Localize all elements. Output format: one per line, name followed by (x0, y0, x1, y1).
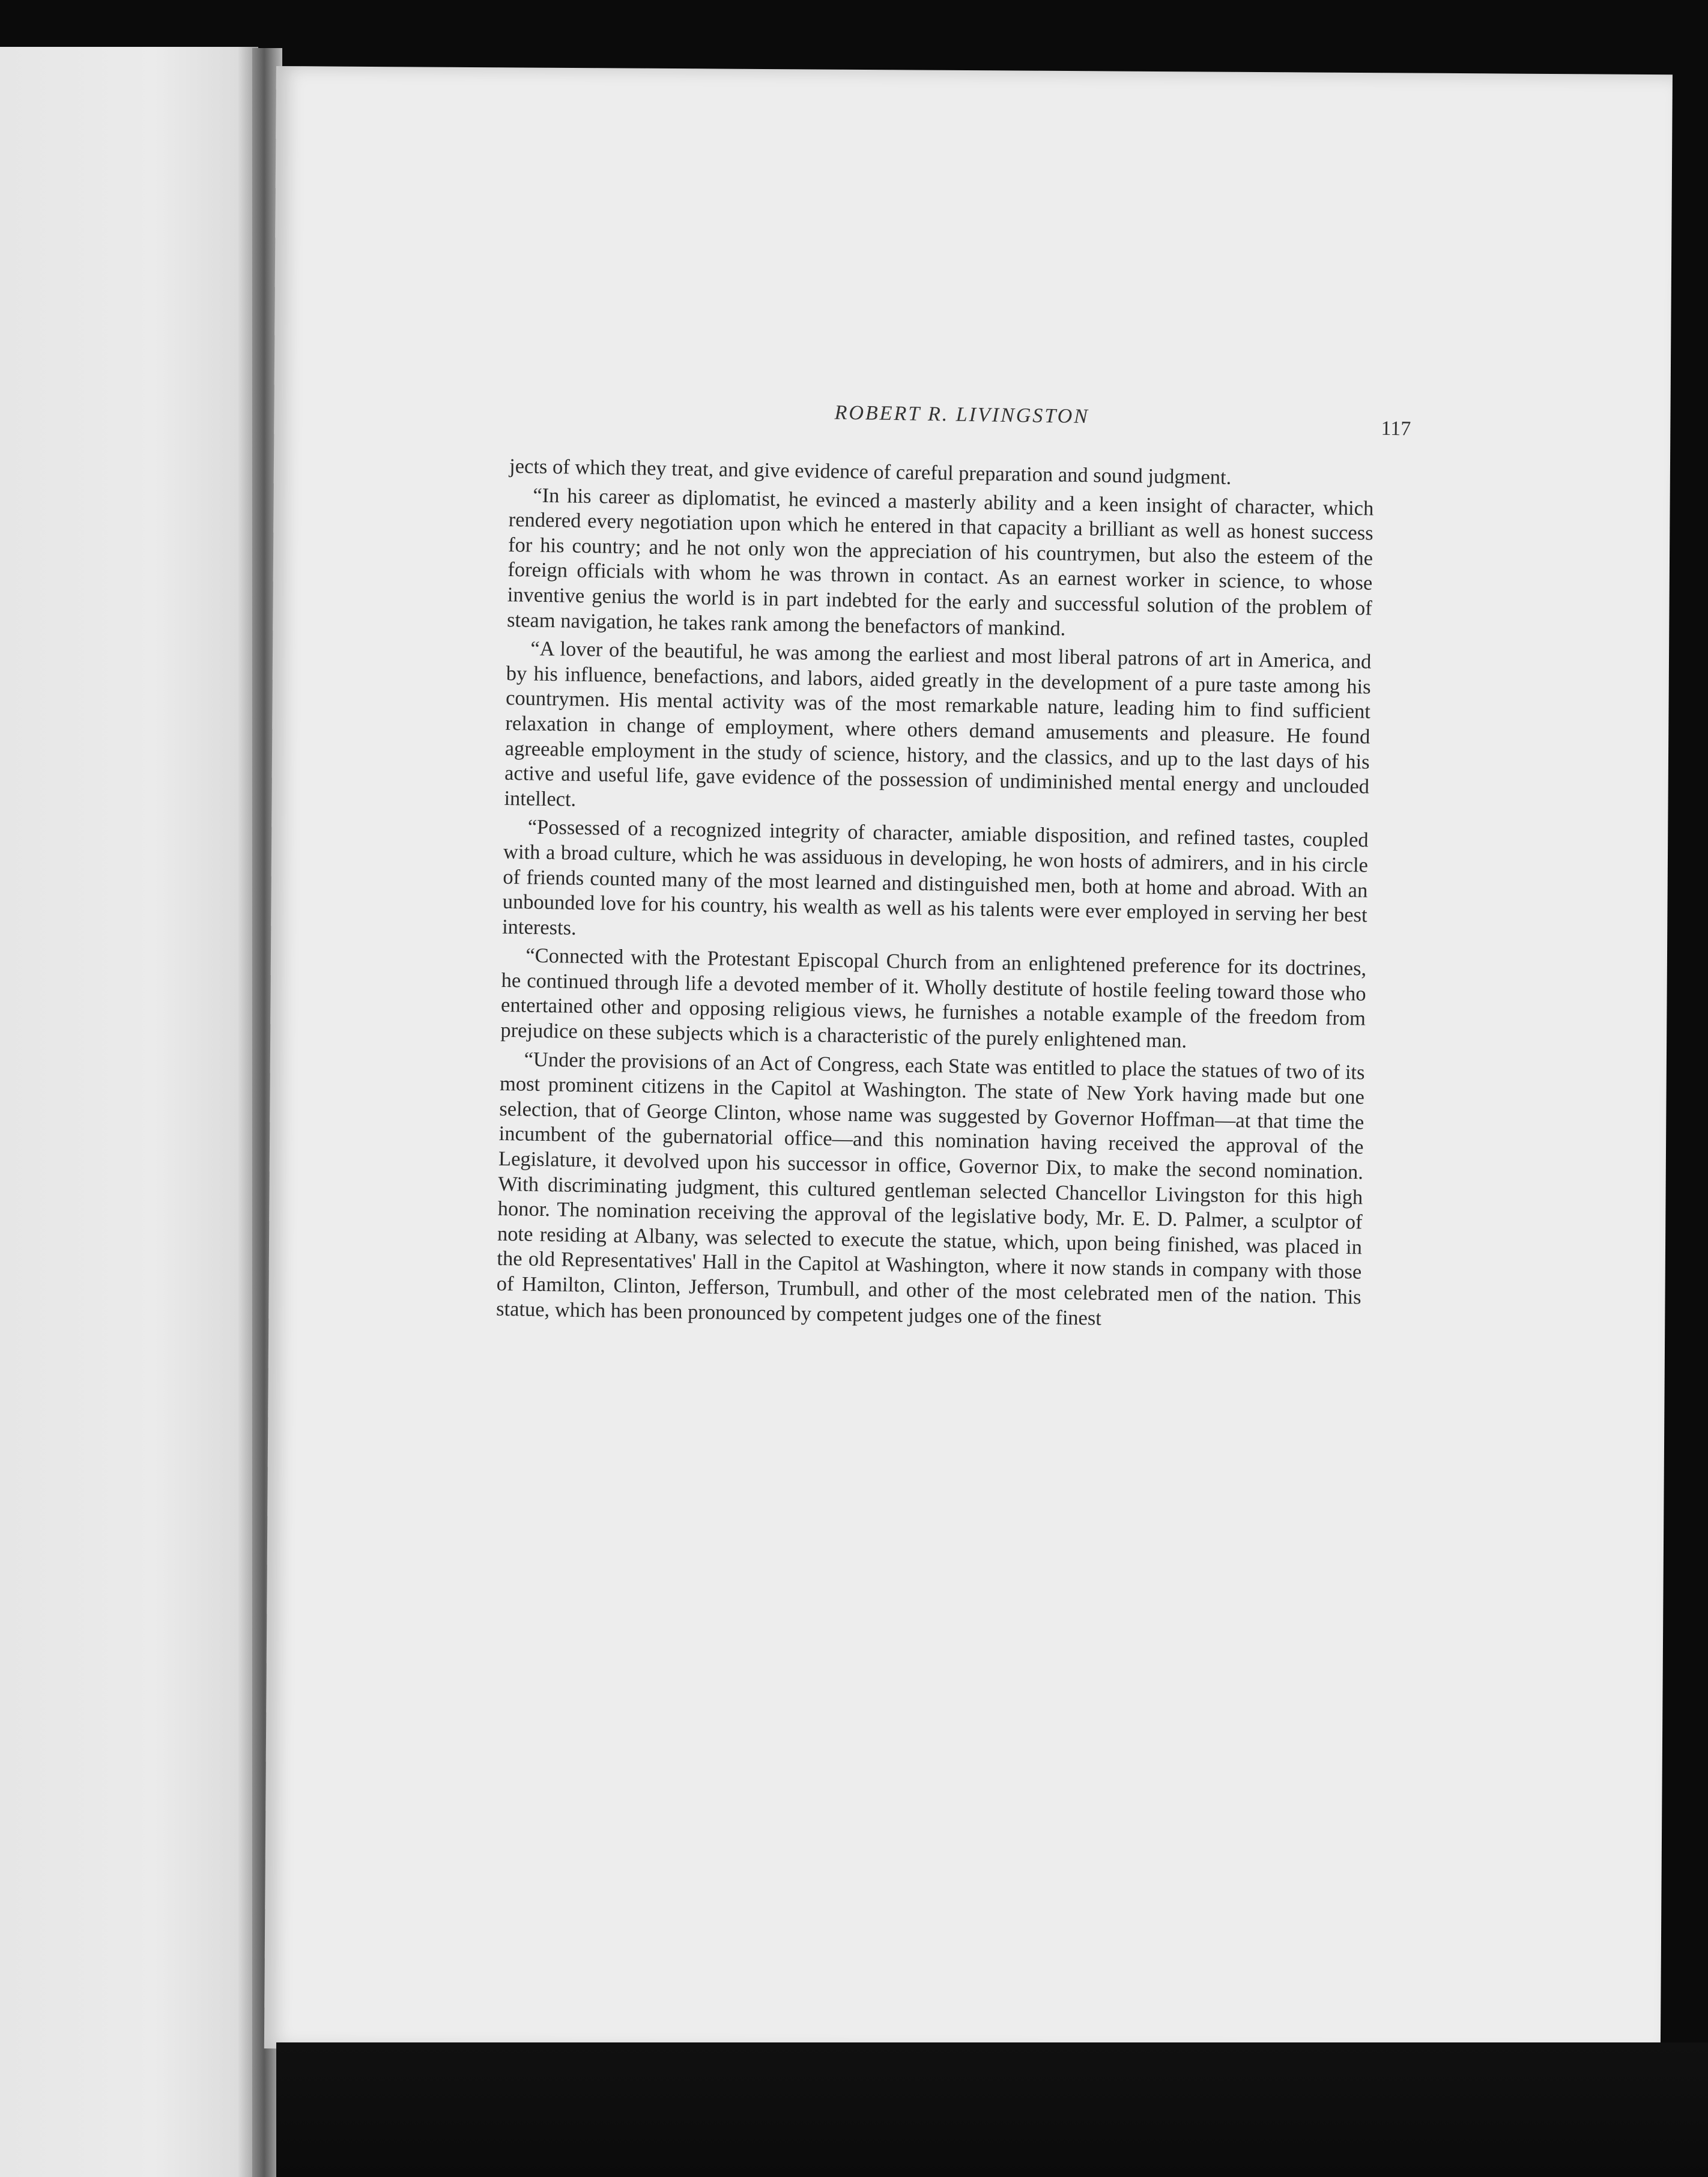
paragraph: “In his career as diplomatist, he evinced a masterly ability and a keen insight of character, which rendered every negotiation upon which he entered in that capacity a brilliant as well as honest success for his country; and he not only won the appreciation of his countrymen, but also the esteem of the foreign officials with whom he was thrown in contact. As an earnest worker in science, to whose inventive genius the world is in part indebted for the early and successful solution of the problem of steam navigation, he takes rank among the benefactors of mankind. (506, 484, 1374, 640)
page-text-block (495, 396, 1411, 1335)
page-number: 117 (1381, 417, 1411, 440)
left-page (0, 47, 258, 2177)
paragraph: “Possessed of a recognized integrity of character, amiable disposition, and refined tastes, coupled with a broad culture, which he was assiduous in developing, he won hosts of admirers, and in his circle of friends counted many of the most learned and distinguished men, both at home and abroad. With an unbounded love for his country, his wealth as well as his talents were ever employed in serving her best interests. (501, 815, 1369, 940)
paragraph: “A lover of the beautiful, he was among the earliest and most liberal patrons of art in America, and by his influence, benefactions, and labors, aided greatly in the development of a pure taste among his countrymen. His mental activity was of the most remarkable nature, leading him to find sufficient relaxation in change of employment, where others demand amusements and pleasure. He found agreeable employment in the study of science, history, and the classics, and up to the last days of his active and useful life, gave evidence of the possession of undiminished mental energy and unclouded intellect. (504, 637, 1372, 811)
scan-background (276, 2042, 1708, 2177)
paragraph: “Under the provisions of an Act of Congress, each State was entitled to place the statues of two of its most prominent citizens in the Capitol at Washington. The state of New York having made but one selection, that of George Clinton, whose name was suggested by Governor Hoffman—at that time the incumbent of the gubernatorial office—and this nomination having received the approval of the Legislature, it devolved upon his successor in office, Governor Dix, to make the second nomination. With discriminating judgment, this cultured gentleman selected Chancellor Livingston for this high honor. The nomination receiving the approval of the legislative body, Mr. E. D. Palmer, a sculptor of note residing at Albany, was selected to execute the statue, which, upon being finished, was placed in the old Representatives' Hall in the Capitol at Washington, where it now stands in company with those of Hamilton, Clinton, Jefferson, Trumbull, and other of the most celebrated men of the nation. This statue, which has been pronounced by competent judges one of the finest (495, 1048, 1365, 1330)
paragraph: jects of which they treat, and give evidence of careful preparation and sound judgment. (509, 454, 1232, 489)
running-title: ROBERT R. LIVINGSTON (834, 401, 1090, 428)
paragraph: “Connected with the Protestant Episcopal Church from an enlightened preference for its doctrines, he continued through life a devoted member of it. Wholly destitute of hostile feeling toward those who entertained other and opposing religious views, he furnishes a notable example of the freedom from prejudice on these subjects which is a characteristic of the purely enlightened man. (500, 944, 1367, 1052)
